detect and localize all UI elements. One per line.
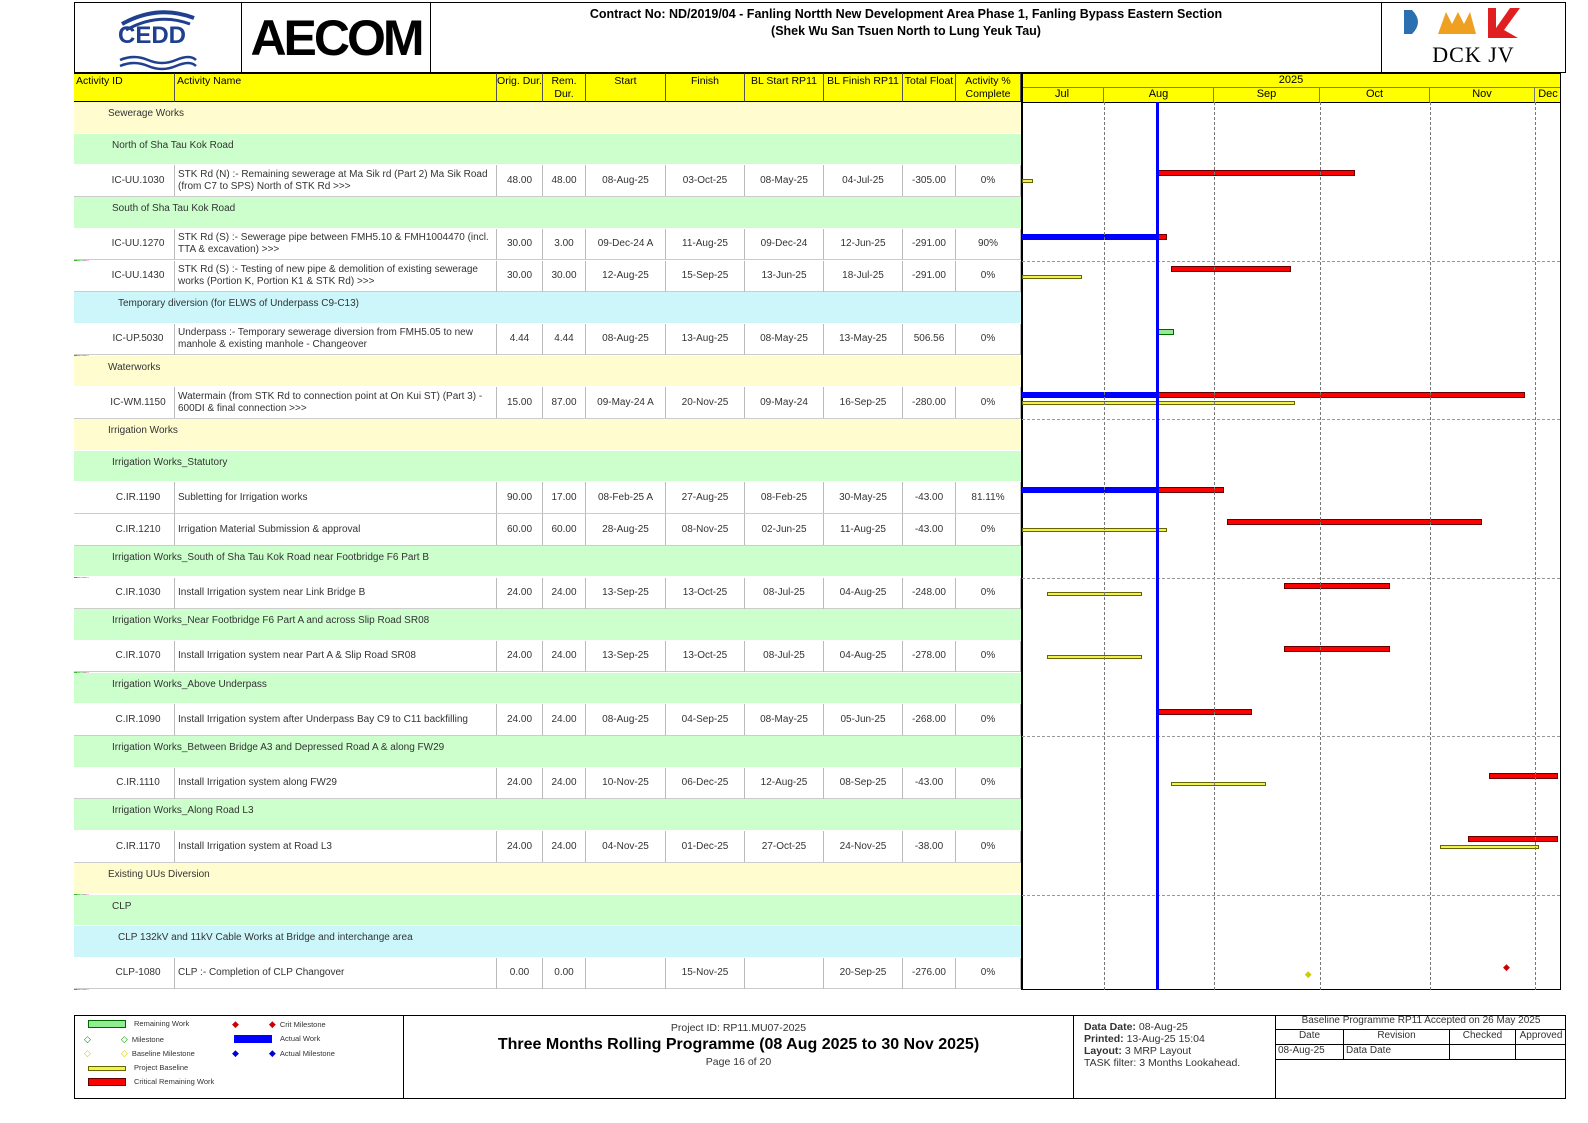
total-float: -248.00: [903, 578, 956, 609]
table-row[interactable]: [74, 831, 1021, 863]
bl-finish-date: 18-Jul-25: [824, 261, 903, 292]
activity-name: Irrigation Material Submission & approval: [175, 514, 497, 545]
finish-date: 27-Aug-25: [666, 482, 745, 513]
rem-dur: 24.00: [543, 704, 586, 735]
finish-date: 11-Aug-25: [666, 229, 745, 260]
activity-id: IC-WM.1150: [102, 387, 175, 418]
total-float: 506.56: [903, 324, 956, 355]
start-date: 12-Aug-25: [586, 261, 666, 292]
critical-remaining-bar[interactable]: [1157, 170, 1355, 176]
bl-start-date: 08-May-25: [745, 704, 824, 735]
rem-dur: 3.00: [543, 229, 586, 260]
legend-baseline-milestone-label: Baseline Milestone: [131, 1049, 195, 1058]
total-float: -38.00: [903, 831, 956, 862]
wbs-band[interactable]: [74, 134, 1021, 166]
bl-start-date: 08-Jul-25: [745, 641, 824, 672]
month-gridline: [1430, 102, 1431, 990]
wbs-band[interactable]: [74, 197, 1021, 229]
activity-name: Install Irrigation system along FW29: [175, 768, 497, 799]
total-float: -43.00: [903, 768, 956, 799]
contract-line-1: Contract No: ND/2019/04 - Fanling Nortth New Development Area Phase 1, Fanling Bypass Eastern Section: [589, 7, 1223, 21]
footer-dates: [1074, 1015, 1276, 1099]
wbs-band[interactable]: [74, 926, 1021, 958]
table-row[interactable]: [74, 578, 1021, 610]
orig-dur: 24.00: [497, 578, 543, 609]
pct-complete: 0%: [956, 704, 1021, 735]
dck-jv-text: DCK JV: [1432, 42, 1515, 67]
rev-date-header: Date: [1276, 1030, 1344, 1044]
pct-complete: 0%: [956, 768, 1021, 799]
actual-work-bar[interactable]: [1022, 487, 1157, 493]
wbs-band[interactable]: [74, 419, 1021, 451]
finish-date: 13-Oct-25: [666, 578, 745, 609]
finish-date: 15-Sep-25: [666, 261, 745, 292]
activity-id: C.IR.1030: [102, 578, 175, 609]
legend-milestone-label: Milestone: [131, 1035, 164, 1044]
legend-crit-milestone: ◆ ◆ Crit Milestone: [232, 1019, 326, 1029]
orig-dur: 90.00: [497, 482, 543, 513]
rem-dur: 24.00: [543, 641, 586, 672]
table-row[interactable]: [74, 958, 1021, 990]
activity-id: C.IR.1070: [102, 641, 175, 672]
bl-start-date: 13-Jun-25: [745, 261, 824, 292]
contract-title: [431, 6, 1381, 40]
total-float: -43.00: [903, 482, 956, 513]
rem-dur: 24.00: [543, 578, 586, 609]
wbs-band-label: Temporary diversion (for ELWS of Underpass C9-C13): [118, 298, 360, 310]
bl-start-date: 27-Oct-25: [745, 831, 824, 862]
orig-dur: 30.00: [497, 261, 543, 292]
pct-complete: 0%: [956, 958, 1021, 989]
col-bl-start[interactable]: BL Start RP11: [745, 73, 824, 102]
critical-remaining-bar[interactable]: [1157, 709, 1253, 715]
table-row[interactable]: [74, 641, 1021, 673]
orig-dur: 4.44: [497, 324, 543, 355]
legend-remaining: [88, 1019, 189, 1028]
activity-name: STK Rd (N) :- Remaining sewerage at Ma Sik rd (Part 2) Ma Sik Road (from C7 to SPS) North of STK Rd >>>: [175, 165, 497, 196]
rem-dur: 48.00: [543, 165, 586, 196]
rem-dur: 60.00: [543, 514, 586, 545]
legend-actual: [234, 1034, 320, 1043]
row-gridline: [1022, 261, 1560, 262]
wbs-band-label: Existing UUs Diversion: [108, 868, 210, 880]
wbs-band[interactable]: [74, 292, 1021, 324]
col-start[interactable]: Start: [586, 73, 666, 102]
pct-complete: 81.11%: [956, 482, 1021, 513]
pct-complete: 90%: [956, 229, 1021, 260]
bl-finish-date: 30-May-25: [824, 482, 903, 513]
rem-dur: 4.44: [543, 324, 586, 355]
col-finish[interactable]: Finish: [666, 73, 745, 102]
pct-complete: 0%: [956, 641, 1021, 672]
wbs-band[interactable]: [74, 102, 1021, 134]
finish-date: 06-Dec-25: [666, 768, 745, 799]
baseline-milestone-icon[interactable]: ◆: [1304, 968, 1312, 979]
wbs-band[interactable]: [74, 863, 1021, 895]
month-sep: Sep: [1214, 88, 1320, 103]
table-row[interactable]: [74, 261, 1021, 293]
wbs-band-label: CLP 132kV and 11kV Cable Works at Bridge and interchange area: [118, 932, 413, 944]
activity-name: STK Rd (S) :- Sewerage pipe between FMH5.10 & FMH1004470 (incl. TTA & excavation) >>>: [175, 229, 497, 260]
month-gridline: [1320, 102, 1321, 990]
critical-remaining-bar[interactable]: [1284, 583, 1390, 589]
total-float: -291.00: [903, 229, 956, 260]
wbs-band-label: Irrigation Works_Near Footbridge F6 Part A and across Slip Road SR08: [112, 615, 430, 627]
bl-finish-date: 04-Aug-25: [824, 641, 903, 672]
activity-id: CLP-1080: [102, 958, 175, 989]
month-jul: Jul: [1021, 88, 1104, 103]
start-date: 08-Feb-25 A: [586, 482, 666, 513]
activity-name: Subletting for Irrigation works: [175, 482, 497, 513]
bl-start-date: 08-May-25: [745, 165, 824, 196]
rem-dur: 87.00: [543, 387, 586, 418]
legend-actual-milestone: ◆ ◆ Actual Milestone: [232, 1048, 335, 1058]
rev-date: 08-Aug-25: [1276, 1045, 1344, 1059]
bl-start-date: 02-Jun-25: [745, 514, 824, 545]
total-float: -291.00: [903, 261, 956, 292]
start-date: 28-Aug-25: [586, 514, 666, 545]
data-date-line: [1156, 102, 1159, 990]
baseline-bar[interactable]: [1047, 655, 1143, 659]
month-nov: Nov: [1430, 88, 1535, 103]
row-gridline: [1022, 419, 1560, 420]
legend: [74, 1015, 404, 1099]
cedd-logo-text: CEDD: [118, 22, 187, 49]
start-date: 08-Aug-25: [586, 704, 666, 735]
orig-dur: 24.00: [497, 641, 543, 672]
activity-name: Watermain (from STK Rd to connection point at On Kui ST) (Part 3) - 600DI & final connection >>>: [175, 387, 497, 418]
wbs-band[interactable]: [74, 546, 1021, 578]
printed-date: 13-Aug-25 15:04: [1126, 1033, 1205, 1045]
timeline-year: 2025: [1021, 73, 1561, 88]
wbs-band-label: South of Sha Tau Kok Road: [112, 203, 236, 215]
orig-dur: 0.00: [497, 958, 543, 989]
rev-revision: Data Date: [1344, 1045, 1450, 1059]
month-gridline: [1214, 102, 1215, 990]
rem-dur: 24.00: [543, 768, 586, 799]
start-date: 09-Dec-24 A: [586, 229, 666, 260]
orig-dur: 24.00: [497, 704, 543, 735]
finish-date: 01-Dec-25: [666, 831, 745, 862]
activity-id: IC-UU.1270: [102, 229, 175, 260]
legend-remaining-label: Remaining Work: [134, 1019, 190, 1028]
orig-dur: 60.00: [497, 514, 543, 545]
pct-complete: 0%: [956, 387, 1021, 418]
finish-date: 08-Nov-25: [666, 514, 745, 545]
table-row[interactable]: [74, 768, 1021, 800]
col-pct-complete[interactable]: Activity % Complete: [956, 73, 1021, 102]
finish-date: 03-Oct-25: [666, 165, 745, 196]
start-date: 08-Aug-25: [586, 324, 666, 355]
wbs-band[interactable]: [74, 451, 1021, 483]
start-date: 09-May-24 A: [586, 387, 666, 418]
layout-name: 3 MRP Layout: [1124, 1045, 1192, 1057]
total-float: -280.00: [903, 387, 956, 418]
bl-finish-date: 04-Aug-25: [824, 578, 903, 609]
legend-critical-label: Critical Remaining Work: [134, 1077, 215, 1086]
bl-start-date: 08-May-25: [745, 324, 824, 355]
data-date: 08-Aug-25: [1138, 1021, 1188, 1033]
total-float: -276.00: [903, 958, 956, 989]
table-row[interactable]: [74, 324, 1021, 356]
bl-finish-date: 20-Sep-25: [824, 958, 903, 989]
rem-dur: 17.00: [543, 482, 586, 513]
month-oct: Oct: [1320, 88, 1430, 103]
activity-id: C.IR.1210: [102, 514, 175, 545]
wbs-band-label: Waterworks: [108, 361, 161, 373]
bl-start-date: 09-May-24: [745, 387, 824, 418]
activity-name: CLP :- Completion of CLP Changover: [175, 958, 497, 989]
baseline-bar[interactable]: [1022, 275, 1082, 279]
pct-complete: 0%: [956, 831, 1021, 862]
wbs-band-label: CLP: [112, 900, 132, 912]
aecom-logo: [242, 2, 431, 73]
critical-remaining-bar[interactable]: [1284, 646, 1390, 652]
data-date-label: Data Date:: [1084, 1021, 1136, 1033]
baseline-bar[interactable]: [1022, 528, 1167, 532]
month-dec: Dec: [1535, 88, 1561, 103]
table-row[interactable]: [74, 704, 1021, 736]
orig-dur: 30.00: [497, 229, 543, 260]
month-gridline: [1535, 102, 1536, 990]
orig-dur: 24.00: [497, 831, 543, 862]
critical-remaining-bar[interactable]: [1489, 773, 1558, 779]
row-gridline: [1022, 578, 1560, 579]
start-date: [586, 958, 666, 989]
contract-line-2: (Shek Wu San Tsuen North to Lung Yeuk Tau): [771, 24, 1041, 38]
wbs-band-label: Irrigation Works_Statutory: [112, 456, 228, 468]
finish-date: 04-Sep-25: [666, 704, 745, 735]
activity-id: C.IR.1170: [102, 831, 175, 862]
pct-complete: 0%: [956, 324, 1021, 355]
activity-name: Install Irrigation system near Part A & Slip Road SR08: [175, 641, 497, 672]
legend-baseline: [88, 1063, 188, 1072]
legend-baseline-label: Project Baseline: [134, 1063, 189, 1072]
table-row[interactable]: [74, 165, 1021, 197]
activity-name: Underpass :- Temporary sewerage diversion from FMH5.05 to new manhole & existing manhole - Changeover: [175, 324, 497, 355]
wbs-band-label: Irrigation Works_Along Road L3: [112, 805, 254, 817]
col-total-float[interactable]: Total Float: [903, 73, 956, 102]
total-float: -43.00: [903, 514, 956, 545]
bl-finish-date: 16-Sep-25: [824, 387, 903, 418]
activity-id: C.IR.1190: [102, 482, 175, 513]
pct-complete: 0%: [956, 165, 1021, 196]
col-orig-dur[interactable]: Orig. Dur.: [497, 73, 543, 102]
col-rem-dur[interactable]: Rem. Dur.: [543, 73, 586, 102]
actual-work-bar[interactable]: [1022, 392, 1157, 398]
bl-start-date: 08-Feb-25: [745, 482, 824, 513]
activity-id: IC-UU.1030: [102, 165, 175, 196]
bl-finish-date: 05-Jun-25: [824, 704, 903, 735]
table-row[interactable]: [74, 482, 1021, 514]
legend-crit-milestone-label: Crit Milestone: [279, 1020, 326, 1029]
legend-actual-milestone-label: Actual Milestone: [279, 1049, 335, 1058]
baseline-bar[interactable]: [1047, 592, 1143, 596]
critical-remaining-bar[interactable]: [1227, 519, 1482, 525]
pct-complete: 0%: [956, 261, 1021, 292]
activity-name: STK Rd (S) :- Testing of new pipe & demolition of existing sewerage works (Portion K, Portion K1 & STK Rd) >>>: [175, 261, 497, 292]
activity-id: IC-UU.1430: [102, 261, 175, 292]
finish-date: 13-Aug-25: [666, 324, 745, 355]
critical-remaining-bar[interactable]: [1171, 266, 1291, 272]
wbs-band-label: Irrigation Works_Above Underpass: [112, 678, 267, 690]
bl-finish-date: 04-Jul-25: [824, 165, 903, 196]
baseline-note: Baseline Programme RP11 Accepted on 26 May 2025: [1276, 1015, 1566, 1030]
baseline-bar[interactable]: [1171, 782, 1267, 786]
aecom-logo-text: AECOM: [250, 9, 422, 66]
activity-name: Install Irrigation system after Underpass Bay C9 to C11 backfilling: [175, 704, 497, 735]
bl-finish-date: 11-Aug-25: [824, 514, 903, 545]
bl-finish-date: 12-Jun-25: [824, 229, 903, 260]
legend-critical: [88, 1077, 214, 1086]
wbs-band-label: Irrigation Works: [108, 425, 178, 436]
start-date: 10-Nov-25: [586, 768, 666, 799]
crit-milestone-icon[interactable]: ◆: [1502, 961, 1510, 972]
finish-date: 20-Nov-25: [666, 387, 745, 418]
total-float: -278.00: [903, 641, 956, 672]
layout-label: Layout:: [1084, 1045, 1122, 1057]
rem-dur: 24.00: [543, 831, 586, 862]
month-gridline: [1104, 102, 1105, 990]
wbs-band[interactable]: [74, 673, 1021, 705]
legend-actual-label: Actual Work: [280, 1034, 321, 1043]
wbs-band[interactable]: [74, 356, 1021, 388]
start-date: 04-Nov-25: [586, 831, 666, 862]
rev-revision-header: Revision: [1344, 1030, 1450, 1044]
project-id: Project ID: RP11.MU07-2025: [670, 1022, 807, 1034]
finish-date: 15-Nov-25: [666, 958, 745, 989]
table-row[interactable]: [74, 229, 1021, 261]
wbs-band-label: Irrigation Works_South of Sha Tau Kok Road near Footbridge F6 Part B: [112, 551, 430, 563]
wbs-band[interactable]: [74, 609, 1021, 641]
row-gridline: [1022, 736, 1560, 737]
wbs-band[interactable]: [74, 895, 1021, 927]
printed-label: Printed:: [1084, 1033, 1124, 1045]
wbs-band-label: North of Sha Tau Kok Road: [112, 139, 234, 151]
critical-remaining-bar[interactable]: [1157, 392, 1525, 398]
critical-remaining-bar[interactable]: [1468, 836, 1558, 842]
pct-complete: 0%: [956, 578, 1021, 609]
col-activity-name[interactable]: Activity Name: [175, 73, 497, 102]
dck-logo-icon: [1382, 2, 1567, 44]
rem-dur: 30.00: [543, 261, 586, 292]
activity-id: C.IR.1090: [102, 704, 175, 735]
rev-approved-header: Approved: [1519, 1030, 1563, 1041]
task-filter: TASK filter: 3 Months Lookahead.: [1084, 1057, 1241, 1069]
page-number: Page 16 of 20: [705, 1056, 772, 1068]
finish-date: 13-Oct-25: [666, 641, 745, 672]
total-float: -268.00: [903, 704, 956, 735]
bl-finish-date: 24-Nov-25: [824, 831, 903, 862]
pct-complete: 0%: [956, 514, 1021, 545]
footer-title-block: [404, 1015, 1074, 1099]
orig-dur: 48.00: [497, 165, 543, 196]
wbs-band-label: Irrigation Works_Between Bridge A3 and Depressed Road A & along FW29: [112, 742, 445, 753]
start-date: 13-Sep-25: [586, 578, 666, 609]
col-bl-finish[interactable]: BL Finish RP11: [824, 73, 903, 102]
baseline-bar[interactable]: [1440, 845, 1539, 849]
table-row[interactable]: [74, 514, 1021, 546]
activity-id: IC-UP.5030: [102, 324, 175, 355]
activity-name: Install Irrigation system near Link Bridge B: [175, 578, 497, 609]
rev-checked-header: Checked: [1450, 1030, 1516, 1044]
remaining-work-bar[interactable]: [1157, 329, 1175, 335]
row-gridline: [1022, 895, 1560, 896]
wbs-band[interactable]: [74, 799, 1021, 831]
total-float: -305.00: [903, 165, 956, 196]
legend-milestone: ◇ ◇ Milestone: [84, 1034, 164, 1044]
bl-start-date: 09-Dec-24: [745, 229, 824, 260]
bl-start-date: [745, 958, 824, 989]
table-row[interactable]: [74, 387, 1021, 419]
revision-table: [1276, 1015, 1566, 1099]
bl-finish-date: 08-Sep-25: [824, 768, 903, 799]
bl-start-date: 12-Aug-25: [745, 768, 824, 799]
bl-finish-date: 13-May-25: [824, 324, 903, 355]
start-date: 08-Aug-25: [586, 165, 666, 196]
orig-dur: 24.00: [497, 768, 543, 799]
bl-start-date: 08-Jul-25: [745, 578, 824, 609]
orig-dur: 15.00: [497, 387, 543, 418]
activity-id: C.IR.1110: [102, 768, 175, 799]
activity-name: Install Irrigation system at Road L3: [175, 831, 497, 862]
programme-title: Three Months Rolling Programme (08 Aug 2025 to 30 Nov 2025): [497, 1036, 980, 1053]
month-aug: Aug: [1104, 88, 1214, 103]
baseline-bar[interactable]: [1022, 179, 1033, 183]
legend-baseline-milestone: ◇ ◇ Baseline Milestone: [84, 1048, 195, 1058]
actual-work-bar[interactable]: [1022, 234, 1157, 240]
rem-dur: 0.00: [543, 958, 586, 989]
col-activity-id[interactable]: Activity ID: [74, 73, 175, 102]
wbs-band-label: Sewerage Works: [108, 108, 184, 119]
wbs-band[interactable]: [74, 736, 1021, 768]
start-date: 13-Sep-25: [586, 641, 666, 672]
